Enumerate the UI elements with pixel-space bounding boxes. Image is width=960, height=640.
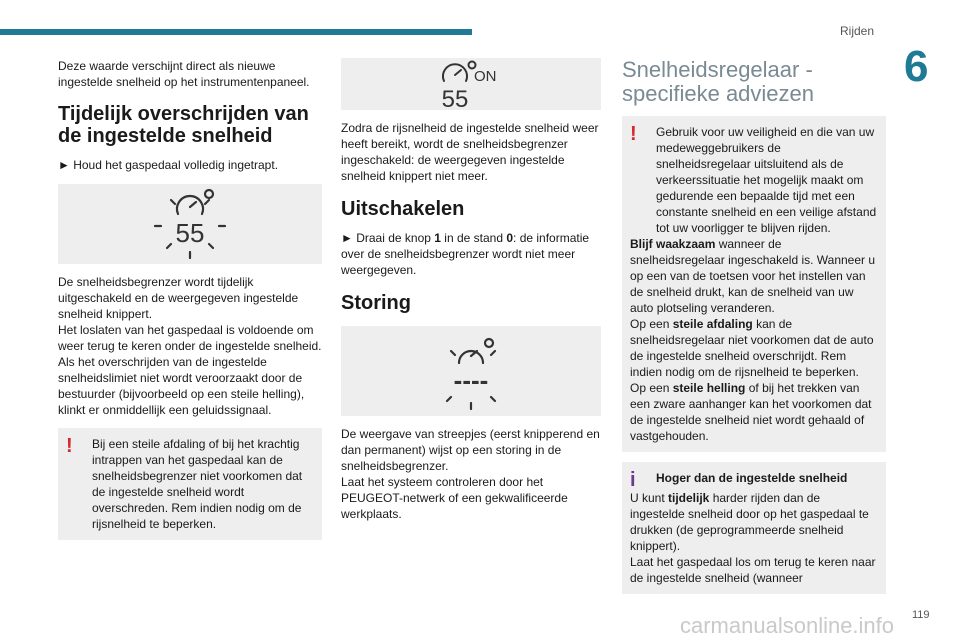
limiter-on-text: Zodra de rijsnelheid de ingestelde snelheid weer heeft bereikt, wordt de snelheidsbegrenzer ingeschakeld: de weergegeven ingestelde snelheid knippert niet meer. bbox=[341, 121, 599, 183]
warning-icon: ! bbox=[630, 123, 637, 145]
speed-limiter-on-icon bbox=[426, 59, 516, 109]
warning-paragraph: Op een steile helling of bij het trekken van een zware aanhanger kan het voorkomen dat de ingestelde snelheid niet wordt gehaald of vastgehouden. bbox=[630, 381, 872, 443]
step-press-accelerator: ► Houd het gaspedaal volledig ingetrapt. bbox=[58, 158, 279, 172]
body-paragraph: Laat het systeem controleren door het PEUGEOT-netwerk of een gekwalificeerde werkplaats. bbox=[341, 475, 568, 521]
heading-switch-off: Uitschakelen bbox=[341, 198, 465, 220]
body-paragraph: Als het overschrijden van de ingestelde snelheidslimiet niet wordt veroorzaakt door de bestuurder (bijvoorbeeld op een steile helling), klinkt er onmiddellijk een geluidssignaal. bbox=[58, 355, 305, 417]
warning-paragraph: Op een steile afdaling kan de snelheidsregelaar niet voorkomen dat de auto de ingestelde snelheid overschrijdt. Rem indien nodig om de rijsnelheid te beperken. bbox=[630, 317, 874, 379]
warning-box bbox=[58, 428, 322, 540]
figure-fault-dashes bbox=[341, 326, 601, 416]
info-box bbox=[622, 462, 886, 594]
figure-limiter-on bbox=[341, 58, 601, 110]
info-paragraph: Laat het gaspedaal los om terug te keren naar de ingestelde snelheid (wanneer bbox=[630, 555, 876, 585]
column-1 bbox=[58, 58, 322, 540]
body-paragraph: De weergave van streepjes (eerst knipperend en dan permanent) wijst op een storing in de snelheidsbegrenzer. bbox=[341, 427, 600, 473]
intro-text: Deze waarde verschijnt direct als nieuwe ingestelde snelheid op het instrumentenpaneel. bbox=[58, 59, 310, 89]
info-icon: i bbox=[630, 469, 636, 491]
body-paragraph: Het loslaten van het gaspedaal is voldoende om weer terug te keren onder de ingestelde snelheid. bbox=[58, 323, 322, 353]
svg-text:ON: ON bbox=[474, 68, 497, 85]
watermark: carmanualsonline.info bbox=[680, 613, 895, 638]
speed-limiter-fault-icon bbox=[421, 329, 521, 413]
warning-text: Bij een steile afdaling of bij het krachtig intrappen van het gaspedaal kan de snelheidsbegrenzer niet voorkomen dat de ingestelde snelheid wordt overschreden. Rem indien nodig om de rijsnelheid te beperken. bbox=[92, 437, 303, 531]
heading-fault: Storing bbox=[341, 292, 411, 314]
svg-text:----: ---- bbox=[453, 365, 489, 395]
fault-body bbox=[341, 426, 601, 522]
section-title: Rijden bbox=[840, 24, 875, 38]
warning-paragraph: Blijf waakzaam wanneer de snelheidsregelaar ingeschakeld is. Wanneer u op een van de toetsen voor het instellen van de snelheid drukt, kan de snelheid van uw auto plotseling veranderen. bbox=[630, 237, 876, 315]
info-title: Hoger dan de ingestelde snelheid bbox=[656, 471, 848, 485]
svg-text:55: 55 bbox=[441, 86, 469, 109]
info-paragraph: U kunt tijdelijk harder rijden dan de ingestelde snelheid door op het gaspedaal te drukken (de geprogrammeerde snelheid knippert). bbox=[630, 491, 869, 553]
svg-text:55: 55 bbox=[175, 218, 205, 248]
warning-icon: ! bbox=[66, 435, 73, 457]
speed-limiter-blink-icon bbox=[145, 186, 235, 262]
figure-blinking-speed bbox=[58, 184, 322, 264]
warning-box bbox=[622, 116, 886, 452]
column-3 bbox=[622, 58, 886, 594]
chapter-number: 6 bbox=[904, 42, 929, 91]
column-2 bbox=[341, 58, 601, 522]
body-paragraph: De snelheidsbegrenzer wordt tijdelijk uitgeschakeld en de weergegeven ingestelde snelheid knippert. bbox=[58, 275, 299, 321]
warning-text: Gebruik voor uw veiligheid en die van uw medeweggebruikers de snelheidsregelaar uitsluitend als de verkeerssituatie het mogelijk maakt om gedurende een bepaalde tijd met een constante snelheid en een veilige afstand tot uw voorligger te blijven rijden. bbox=[656, 125, 877, 235]
limiter-body bbox=[58, 274, 322, 418]
header-accent-bar bbox=[0, 29, 472, 35]
page-number: 119 bbox=[912, 609, 930, 621]
heading-temporary-exceed: Tijdelijk overschrijden van de ingestelde snelheid bbox=[58, 103, 309, 147]
step-switch-off: ► Draai de knop 1 in de stand 0: de informatie over de snelheidsbegrenzer wordt niet meer weergegeven. bbox=[341, 231, 590, 277]
heading-cruise-advice: Snelheidsregelaar - specifieke adviezen bbox=[622, 57, 815, 106]
